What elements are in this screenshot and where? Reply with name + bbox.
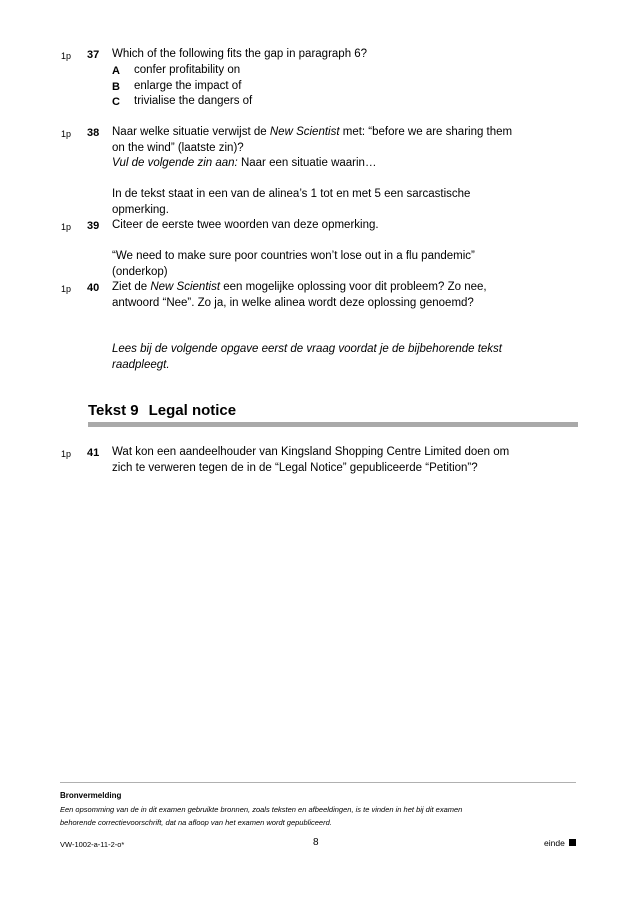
q38-question-line2: on the wind” (laatste zin)? [112,142,244,154]
q39-intro-line1: In de tekst staat in een van de alinea’s 1 tot en met 5 een sarcastische [112,188,471,200]
q40-quote-line1: “We need to make sure poor countries won’t lose out in a flu pandemic” [112,250,475,262]
q37-option-b-letter: B [112,81,120,93]
bron-line1: Een opsomming van de in dit examen gebruikte bronnen, zoals teksten en afbeeldingen, is te vinden in het bij dit examen [60,805,463,814]
section-title: Legal notice [148,402,237,419]
q39-number: 39 [87,220,100,232]
q38-number: 38 [87,127,100,139]
section-rule [88,422,578,427]
q38-points: 1p [61,129,72,139]
q38-question-line1: Naar welke situatie verwijst de New Scientist met: “before we are sharing them [112,126,513,138]
end-marker: einde [544,838,576,848]
q37-points: 1p [61,51,72,61]
q37-number: 37 [87,49,100,61]
q38-instruction: Vul de volgende zin aan: Naar een situatie waarin… [112,157,377,169]
q41-number: 41 [87,447,100,459]
exam-code: VW-1002-a-11-2-o* [60,840,125,849]
q39-intro-line2: opmerking. [112,204,169,216]
section-heading [88,402,236,419]
bron-title: Bronvermelding [60,791,122,800]
q37-option-a-letter: A [112,65,120,77]
footer-divider [60,782,576,783]
q40-number: 40 [87,282,100,294]
q37-option-b-text: enlarge the impact of [134,80,242,92]
end-square-icon [569,839,576,846]
q41-question-line2: zich te verweren tegen de in de “Legal Notice” gepubliceerde “Petition”? [112,462,478,474]
instruction-line1: Lees bij de volgende opgave eerst de vraag voordat je de bijbehorende tekst [112,343,502,355]
q39-points: 1p [61,222,72,232]
bron-line2: behorende correctievoorschrift, dat na afloop van het examen wordt gepubliceerd. [60,818,332,827]
q37-option-c-text: trivialise the dangers of [134,95,253,107]
q41-question-line1: Wat kon een aandeelhouder van Kingsland Shopping Centre Limited doen om [112,446,510,458]
q40-question-line2: antwoord “Nee”. Zo ja, in welke alinea wordt deze oplossing genoemd? [112,297,474,309]
q39-question: Citeer de eerste twee woorden van deze opmerking. [112,219,379,231]
q37-question: Which of the following fits the gap in paragraph 6? [112,48,368,60]
bron-text [60,803,580,829]
q37-option-a-text: confer profitability on [134,64,241,76]
q41-points: 1p [61,449,72,459]
q40-question-line1: Ziet de New Scientist een mogelijke oplossing voor dit probleem? Zo nee, [112,281,487,293]
q40-points: 1p [61,284,72,294]
instruction-line2: raadpleegt. [112,359,170,371]
q37-option-c-letter: C [112,96,120,108]
page-number: 8 [313,837,319,848]
q40-quote-line2: (onderkop) [112,266,168,278]
section-label: Tekst 9 [88,402,139,419]
